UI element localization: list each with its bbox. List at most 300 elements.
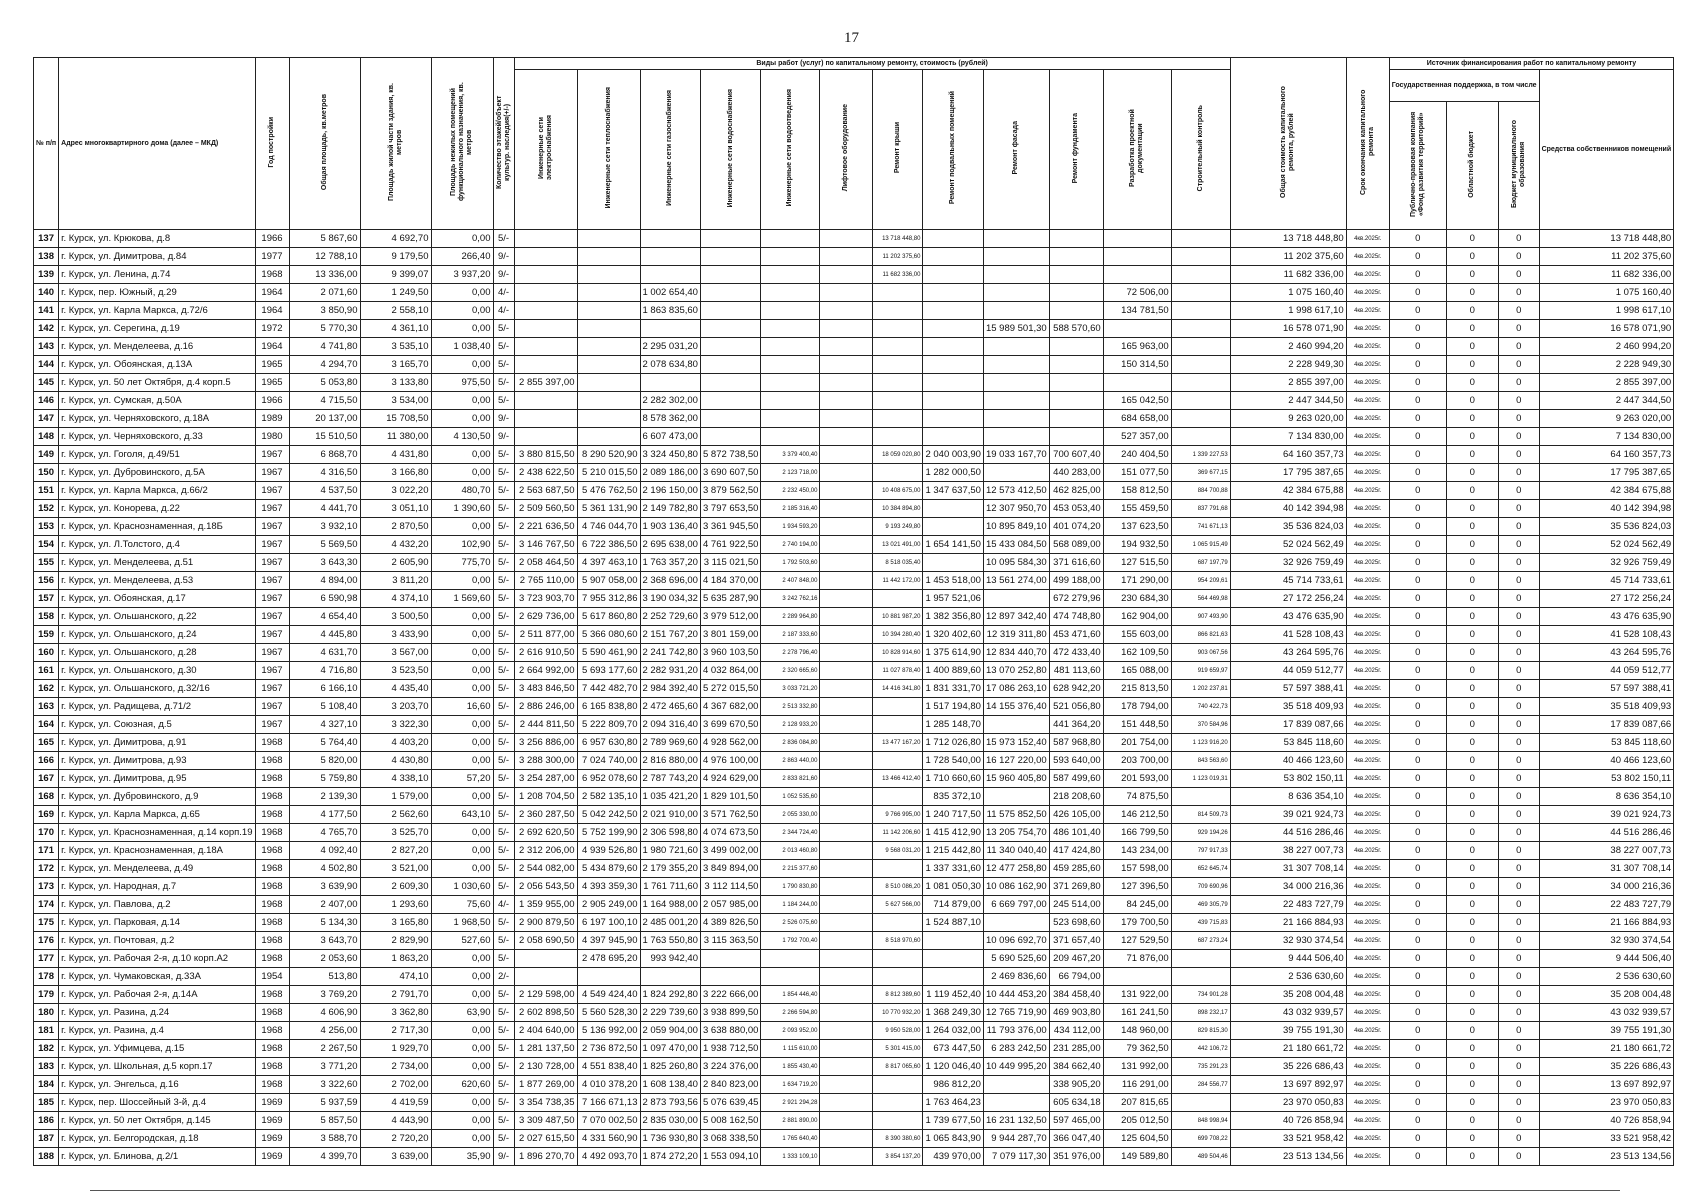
table-row <box>34 248 1674 266</box>
row-lift <box>820 536 873 554</box>
row-living-area: 1 579,00 <box>360 788 431 806</box>
row-gas: 1 874 272,20 <box>640 1148 700 1166</box>
row-roof <box>873 752 923 770</box>
row-heat <box>577 410 640 428</box>
row-floors: 5/- <box>493 1112 514 1130</box>
row-owners: 38 227 007,73 <box>1539 842 1674 860</box>
row-lift <box>820 662 873 680</box>
row-total-area: 5 857,50 <box>289 1112 360 1130</box>
row-electric: 3 880 815,50 <box>514 446 577 464</box>
row-water: 4 924 629,00 <box>700 770 760 788</box>
row-total-cost: 9 444 506,40 <box>1230 950 1346 968</box>
row-deadline: 4кв.2025г. <box>1346 878 1389 896</box>
row-floors: 5/- <box>493 464 514 482</box>
row-water: 5 272 015,50 <box>700 680 760 698</box>
row-floors: 5/- <box>493 986 514 1004</box>
row-number: 168 <box>34 788 59 806</box>
row-municipal: 0 <box>1498 428 1539 446</box>
row-foundation: 588 570,60 <box>1049 320 1103 338</box>
row-electric: 1 359 955,00 <box>514 896 577 914</box>
bottom-rule <box>90 1190 1620 1191</box>
table-row <box>34 338 1674 356</box>
row-facade <box>983 284 1049 302</box>
row-fund: 0 <box>1389 824 1446 842</box>
header-foundation: Ремонт фундамента <box>1072 112 1080 184</box>
row-owners: 64 160 357,73 <box>1539 446 1674 464</box>
row-address: г. Курск, ул. Дубровинского, д.9 <box>59 788 255 806</box>
row-living-area: 3 811,20 <box>360 572 431 590</box>
row-sewer: 2 128 933,20 <box>761 716 820 734</box>
row-roof: 13 718 448,80 <box>873 230 923 248</box>
row-facade: 10 096 692,70 <box>983 932 1049 950</box>
row-control: 929 194,26 <box>1171 824 1230 842</box>
row-year: 1968 <box>255 860 289 878</box>
row-nonliving-area: 1 968,50 <box>431 914 493 932</box>
row-lift <box>820 554 873 572</box>
row-deadline: 4кв.2025г. <box>1346 482 1389 500</box>
header-facade: Ремонт фасада <box>1012 121 1020 175</box>
row-year: 1964 <box>255 338 289 356</box>
row-total-cost: 57 597 388,41 <box>1230 680 1346 698</box>
row-lift <box>820 392 873 410</box>
row-basement: 1 415 412,90 <box>923 824 983 842</box>
row-floors: 5/- <box>493 716 514 734</box>
row-municipal: 0 <box>1498 536 1539 554</box>
row-fund: 0 <box>1389 554 1446 572</box>
table-row <box>34 266 1674 284</box>
row-owners: 16 578 071,90 <box>1539 320 1674 338</box>
row-nonliving-area: 0,00 <box>431 608 493 626</box>
row-basement <box>923 500 983 518</box>
row-facade: 9 944 287,70 <box>983 1130 1049 1148</box>
row-design: 148 960,00 <box>1103 1022 1171 1040</box>
row-address: г. Курск, ул. Димитрова, д.91 <box>59 734 255 752</box>
row-gas: 1 763 357,20 <box>640 554 700 572</box>
row-lift <box>820 914 873 932</box>
row-control: 837 791,68 <box>1171 500 1230 518</box>
row-year: 1969 <box>255 1130 289 1148</box>
row-facade: 2 469 836,60 <box>983 968 1049 986</box>
row-nonliving-area: 63,90 <box>431 1004 493 1022</box>
row-total-area: 5 937,59 <box>289 1094 360 1112</box>
row-lift <box>820 230 873 248</box>
row-electric: 2 664 992,00 <box>514 662 577 680</box>
row-sewer <box>761 356 820 374</box>
row-fund: 0 <box>1389 626 1446 644</box>
row-municipal: 0 <box>1498 716 1539 734</box>
row-sewer <box>761 320 820 338</box>
row-region: 0 <box>1446 1040 1498 1058</box>
row-heat <box>577 230 640 248</box>
row-water: 3 499 002,00 <box>700 842 760 860</box>
row-deadline: 4кв.2025г. <box>1346 338 1389 356</box>
row-floors: 9/- <box>493 266 514 284</box>
row-floors: 5/- <box>493 500 514 518</box>
row-heat: 6 952 078,60 <box>577 770 640 788</box>
table-row <box>34 842 1674 860</box>
row-total-area: 4 631,70 <box>289 644 360 662</box>
row-lift <box>820 680 873 698</box>
row-roof: 9 950 528,00 <box>873 1022 923 1040</box>
row-nonliving-area: 0,00 <box>431 752 493 770</box>
row-total-cost: 52 024 562,49 <box>1230 536 1346 554</box>
row-living-area: 4 419,59 <box>360 1094 431 1112</box>
row-total-cost: 21 180 661,72 <box>1230 1040 1346 1058</box>
row-floors: 5/- <box>493 1130 514 1148</box>
row-water: 3 222 666,00 <box>700 986 760 1004</box>
row-region: 0 <box>1446 662 1498 680</box>
table-row <box>34 464 1674 482</box>
row-facade: 15 989 501,30 <box>983 320 1049 338</box>
row-basement: 1 120 046,40 <box>923 1058 983 1076</box>
row-fund: 0 <box>1389 698 1446 716</box>
row-fund: 0 <box>1389 896 1446 914</box>
row-facade: 6 669 797,00 <box>983 896 1049 914</box>
row-design: 194 932,50 <box>1103 536 1171 554</box>
row-region: 0 <box>1446 536 1498 554</box>
row-living-area: 3 567,00 <box>360 644 431 662</box>
row-basement <box>923 356 983 374</box>
row-region: 0 <box>1446 446 1498 464</box>
row-roof: 11 027 878,40 <box>873 662 923 680</box>
row-sewer: 3 033 721,20 <box>761 680 820 698</box>
row-address: г. Курск, ул. Краснознаменная, д.18Б <box>59 518 255 536</box>
row-gas: 2 241 742,80 <box>640 644 700 662</box>
row-basement <box>923 950 983 968</box>
row-nonliving-area: 0,00 <box>431 950 493 968</box>
row-foundation: 521 056,80 <box>1049 698 1103 716</box>
table-row <box>34 356 1674 374</box>
table-row <box>34 698 1674 716</box>
row-region: 0 <box>1446 824 1498 842</box>
row-fund: 0 <box>1389 536 1446 554</box>
row-facade: 11 575 852,50 <box>983 806 1049 824</box>
row-total-area: 2 267,50 <box>289 1040 360 1058</box>
row-electric: 2 027 615,50 <box>514 1130 577 1148</box>
row-gas: 993 942,40 <box>640 950 700 968</box>
row-year: 1967 <box>255 518 289 536</box>
row-year: 1967 <box>255 482 289 500</box>
row-address: г. Курск, ул. 50 лет Октября, д.4 корп.5 <box>59 374 255 392</box>
row-roof: 9 766 995,00 <box>873 806 923 824</box>
row-floors: 5/- <box>493 1004 514 1022</box>
row-control <box>1171 302 1230 320</box>
row-heat: 5 907 058,00 <box>577 572 640 590</box>
row-lift <box>820 644 873 662</box>
row-lift <box>820 284 873 302</box>
row-control <box>1171 968 1230 986</box>
row-region: 0 <box>1446 392 1498 410</box>
row-roof <box>873 1076 923 1094</box>
row-region: 0 <box>1446 302 1498 320</box>
row-basement: 1 282 000,50 <box>923 464 983 482</box>
row-design: 143 234,00 <box>1103 842 1171 860</box>
row-address: г. Курск, ул. Гоголя, д.49/51 <box>59 446 255 464</box>
table-row <box>34 590 1674 608</box>
row-roof: 10 881 987,20 <box>873 608 923 626</box>
row-living-area: 474,10 <box>360 968 431 986</box>
row-heat: 5 434 879,60 <box>577 860 640 878</box>
row-floors: 5/- <box>493 644 514 662</box>
table-row <box>34 914 1674 932</box>
row-address: г. Курск, ул. Ольшанского, д.32/16 <box>59 680 255 698</box>
row-deadline: 4кв.2025г. <box>1346 446 1389 464</box>
row-number: 154 <box>34 536 59 554</box>
row-control: 884 700,88 <box>1171 482 1230 500</box>
row-year: 1968 <box>255 734 289 752</box>
row-basement: 1 763 464,23 <box>923 1094 983 1112</box>
row-total-cost: 44 516 286,46 <box>1230 824 1346 842</box>
row-lift <box>820 518 873 536</box>
row-municipal: 0 <box>1498 626 1539 644</box>
row-sewer <box>761 392 820 410</box>
row-total-cost: 11 682 336,00 <box>1230 266 1346 284</box>
table-row <box>34 1022 1674 1040</box>
row-living-area: 4 443,90 <box>360 1112 431 1130</box>
row-water: 3 801 159,00 <box>700 626 760 644</box>
row-nonliving-area: 0,00 <box>431 860 493 878</box>
row-foundation: 587 968,80 <box>1049 734 1103 752</box>
row-water: 3 797 653,50 <box>700 500 760 518</box>
row-fund: 0 <box>1389 1022 1446 1040</box>
row-living-area: 2 609,30 <box>360 878 431 896</box>
row-municipal: 0 <box>1498 914 1539 932</box>
row-facade <box>983 788 1049 806</box>
row-lift <box>820 1130 873 1148</box>
row-foundation: 628 942,20 <box>1049 680 1103 698</box>
row-roof <box>873 338 923 356</box>
row-owners: 35 226 686,43 <box>1539 1058 1674 1076</box>
row-fund: 0 <box>1389 572 1446 590</box>
row-owners: 22 483 727,79 <box>1539 896 1674 914</box>
row-total-cost: 32 930 374,54 <box>1230 932 1346 950</box>
row-roof: 11 442 172,00 <box>873 572 923 590</box>
row-facade: 10 095 584,30 <box>983 554 1049 572</box>
row-design: 161 241,50 <box>1103 1004 1171 1022</box>
row-heat: 4 551 838,40 <box>577 1058 640 1076</box>
row-water: 3 224 376,00 <box>700 1058 760 1076</box>
row-sewer: 1 052 535,60 <box>761 788 820 806</box>
row-water: 5 076 639,45 <box>700 1094 760 1112</box>
row-number: 148 <box>34 428 59 446</box>
row-foundation: 568 089,00 <box>1049 536 1103 554</box>
table-row <box>34 1130 1674 1148</box>
table-row <box>34 1076 1674 1094</box>
row-deadline: 4кв.2025г. <box>1346 1022 1389 1040</box>
row-nonliving-area: 4 130,50 <box>431 428 493 446</box>
row-sewer <box>761 410 820 428</box>
row-control: 709 690,96 <box>1171 878 1230 896</box>
row-deadline: 4кв.2025г. <box>1346 806 1389 824</box>
row-owners: 35 518 409,93 <box>1539 698 1674 716</box>
row-total-area: 5 770,30 <box>289 320 360 338</box>
row-control: 1 202 237,81 <box>1171 680 1230 698</box>
row-year: 1968 <box>255 896 289 914</box>
row-gas: 2 151 767,20 <box>640 626 700 644</box>
row-floors: 4/- <box>493 302 514 320</box>
row-number: 186 <box>34 1112 59 1130</box>
row-electric <box>514 338 577 356</box>
table-row <box>34 1058 1674 1076</box>
row-water: 3 361 945,50 <box>700 518 760 536</box>
row-owners: 23 970 050,83 <box>1539 1094 1674 1112</box>
row-facade <box>983 248 1049 266</box>
row-heat <box>577 248 640 266</box>
row-electric <box>514 266 577 284</box>
row-basement: 835 372,10 <box>923 788 983 806</box>
row-heat: 5 752 199,90 <box>577 824 640 842</box>
row-fund: 0 <box>1389 392 1446 410</box>
row-number: 164 <box>34 716 59 734</box>
row-municipal: 0 <box>1498 284 1539 302</box>
row-foundation: 384 458,40 <box>1049 986 1103 1004</box>
row-design: 131 992,00 <box>1103 1058 1171 1076</box>
row-municipal: 0 <box>1498 878 1539 896</box>
row-design: 125 604,50 <box>1103 1130 1171 1148</box>
row-sewer: 2 266 594,80 <box>761 1004 820 1022</box>
row-region: 0 <box>1446 572 1498 590</box>
row-municipal: 0 <box>1498 608 1539 626</box>
row-gas: 1 736 930,80 <box>640 1130 700 1148</box>
row-address: г. Курск, ул. Краснознаменная, д.18А <box>59 842 255 860</box>
row-owners: 53 845 118,60 <box>1539 734 1674 752</box>
row-floors: 4/- <box>493 896 514 914</box>
row-roof: 18 059 020,80 <box>873 446 923 464</box>
row-facade: 14 155 376,40 <box>983 698 1049 716</box>
row-municipal: 0 <box>1498 806 1539 824</box>
row-address: г. Курск, ул. Ленина, д.74 <box>59 266 255 284</box>
row-year: 1972 <box>255 320 289 338</box>
row-heat <box>577 266 640 284</box>
row-total-area: 3 850,90 <box>289 302 360 320</box>
row-year: 1968 <box>255 1004 289 1022</box>
row-address: г. Курск, ул. Димитрова, д.95 <box>59 770 255 788</box>
row-deadline: 4кв.2025г. <box>1346 1112 1389 1130</box>
row-lift <box>820 626 873 644</box>
row-number: 167 <box>34 770 59 788</box>
row-region: 0 <box>1446 986 1498 1004</box>
row-total-cost: 35 518 409,93 <box>1230 698 1346 716</box>
row-roof: 10 394 280,40 <box>873 626 923 644</box>
row-region: 0 <box>1446 248 1498 266</box>
row-region: 0 <box>1446 464 1498 482</box>
row-water <box>700 248 760 266</box>
row-fund: 0 <box>1389 608 1446 626</box>
row-water: 4 184 370,00 <box>700 572 760 590</box>
row-deadline: 4кв.2025г. <box>1346 698 1389 716</box>
row-control: 370 584,96 <box>1171 716 1230 734</box>
row-deadline: 4кв.2025г. <box>1346 500 1389 518</box>
row-facade: 10 895 849,10 <box>983 518 1049 536</box>
row-floors: 5/- <box>493 590 514 608</box>
row-gas: 2 295 031,20 <box>640 338 700 356</box>
row-gas: 2 078 634,80 <box>640 356 700 374</box>
row-gas: 1 035 421,20 <box>640 788 700 806</box>
row-owners: 39 021 924,73 <box>1539 806 1674 824</box>
row-sewer: 2 055 330,00 <box>761 806 820 824</box>
row-deadline: 4кв.2025г. <box>1346 968 1389 986</box>
row-gas: 2 485 001,20 <box>640 914 700 932</box>
row-water: 3 112 114,50 <box>700 878 760 896</box>
row-floors: 5/- <box>493 356 514 374</box>
row-address: г. Курск, ул. Ольшанского, д.22 <box>59 608 255 626</box>
row-nonliving-area: 0,00 <box>431 788 493 806</box>
row-nonliving-area: 0,00 <box>431 302 493 320</box>
row-design: 137 623,50 <box>1103 518 1171 536</box>
row-roof <box>873 716 923 734</box>
row-total-area: 5 134,30 <box>289 914 360 932</box>
row-control <box>1171 374 1230 392</box>
row-floors: 5/- <box>493 446 514 464</box>
row-fund: 0 <box>1389 320 1446 338</box>
row-gas: 2 368 696,00 <box>640 572 700 590</box>
row-total-cost: 35 226 686,43 <box>1230 1058 1346 1076</box>
row-sewer: 2 289 964,80 <box>761 608 820 626</box>
header-state-group: Государственная поддержка, в том числе <box>1389 70 1539 102</box>
row-number: 159 <box>34 626 59 644</box>
row-total-cost: 40 466 123,60 <box>1230 752 1346 770</box>
row-electric: 2 563 687,50 <box>514 482 577 500</box>
row-fund: 0 <box>1389 1112 1446 1130</box>
row-lift <box>820 482 873 500</box>
row-water <box>700 374 760 392</box>
row-basement: 1 337 331,60 <box>923 860 983 878</box>
row-year: 1967 <box>255 572 289 590</box>
row-living-area: 3 322,30 <box>360 716 431 734</box>
row-basement: 1 375 614,90 <box>923 644 983 662</box>
row-floors: 5/- <box>493 788 514 806</box>
row-living-area: 4 403,20 <box>360 734 431 752</box>
row-lift <box>820 806 873 824</box>
row-sewer <box>761 968 820 986</box>
row-total-area: 4 092,40 <box>289 842 360 860</box>
row-design: 215 813,50 <box>1103 680 1171 698</box>
row-year: 1967 <box>255 536 289 554</box>
row-lift <box>820 608 873 626</box>
row-floors: 5/- <box>493 662 514 680</box>
row-address: г. Курск, ул. Карла Маркса, д.72/6 <box>59 302 255 320</box>
row-water <box>700 950 760 968</box>
row-foundation: 441 364,20 <box>1049 716 1103 734</box>
row-owners: 35 208 004,48 <box>1539 986 1674 1004</box>
row-living-area: 3 166,80 <box>360 464 431 482</box>
row-lift <box>820 752 873 770</box>
row-electric <box>514 410 577 428</box>
row-gas: 1 903 136,40 <box>640 518 700 536</box>
row-heat <box>577 428 640 446</box>
row-roof: 8 510 086,20 <box>873 878 923 896</box>
row-electric: 2 438 622,50 <box>514 464 577 482</box>
row-number: 161 <box>34 662 59 680</box>
row-address: г. Курск, ул. Радищева, д.71/2 <box>59 698 255 716</box>
row-gas <box>640 968 700 986</box>
row-nonliving-area: 0,00 <box>431 284 493 302</box>
row-region: 0 <box>1446 644 1498 662</box>
row-facade: 12 319 311,80 <box>983 626 1049 644</box>
row-electric <box>514 230 577 248</box>
row-facade: 11 793 376,00 <box>983 1022 1049 1040</box>
row-number: 157 <box>34 590 59 608</box>
row-year: 1966 <box>255 230 289 248</box>
row-sewer: 1 634 719,20 <box>761 1076 820 1094</box>
row-control: 866 821,63 <box>1171 626 1230 644</box>
row-electric: 3 723 903,70 <box>514 590 577 608</box>
row-basement <box>923 248 983 266</box>
row-design <box>1103 230 1171 248</box>
row-roof <box>873 302 923 320</box>
row-nonliving-area: 620,60 <box>431 1076 493 1094</box>
row-nonliving-area: 480,70 <box>431 482 493 500</box>
